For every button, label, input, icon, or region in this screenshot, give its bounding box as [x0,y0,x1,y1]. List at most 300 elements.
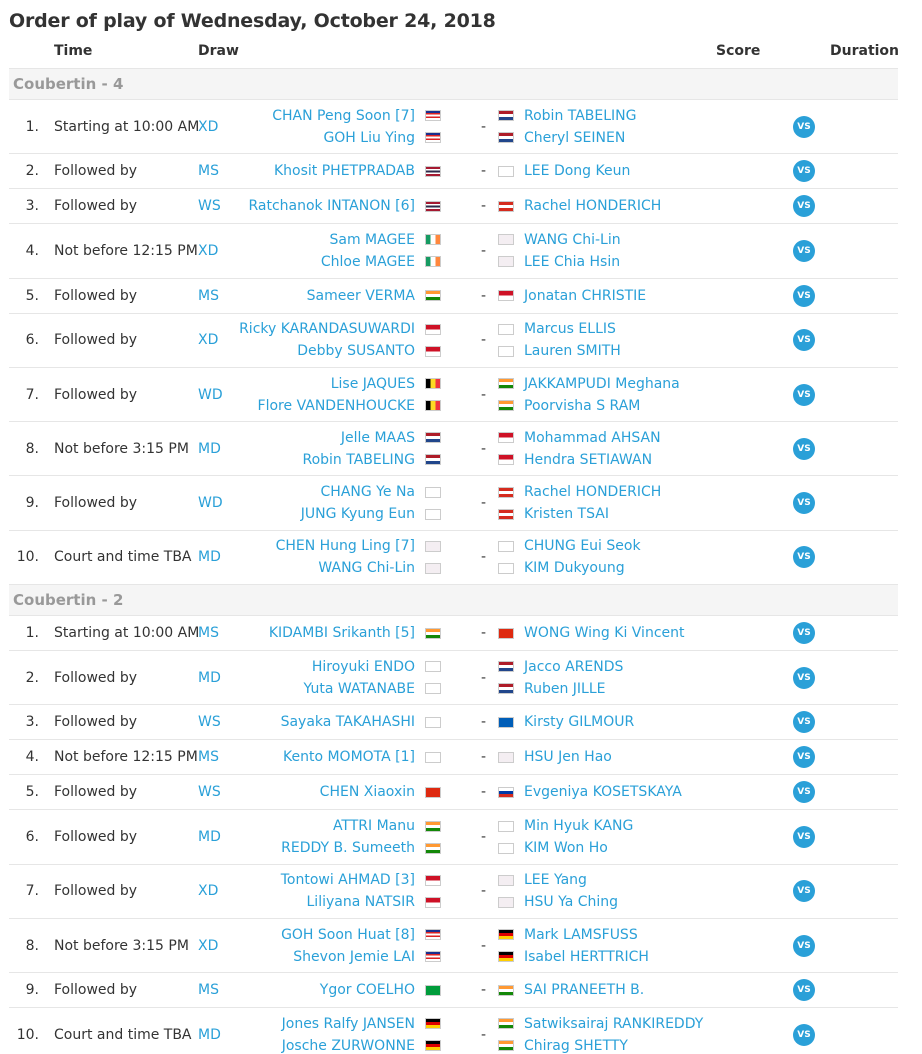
flag-icon [425,1040,441,1051]
match-time: Followed by [54,287,138,304]
flag-icon [425,400,441,411]
player-entry [498,449,661,471]
player-entry [498,1035,703,1054]
versus-dash: - [481,198,487,215]
versus-dash: - [481,386,487,403]
player-entry [320,979,441,1001]
match-number: 6. [25,332,39,349]
team1 [307,285,441,307]
player-entry [498,815,633,837]
match-time: Court and time TBA [54,549,192,566]
draw-link[interactable]: XD [198,118,219,135]
player-entry [498,481,661,503]
versus-dash: - [481,495,487,512]
table-row [9,314,898,368]
player-link[interactable]: Shevon Jemie LAI [293,948,415,965]
flag-icon [425,929,441,940]
flag-icon [425,234,441,245]
match-number: 7. [25,386,39,403]
player-link[interactable]: LEE Dong Keun [524,163,631,180]
flag-icon [425,290,441,301]
header-time: Time [54,43,93,59]
flag-icon [425,166,441,177]
versus-dash: - [481,440,487,457]
table-row [9,651,898,705]
player-entry [301,503,441,525]
player-entry [321,229,441,251]
flag-icon [498,509,514,520]
player-link[interactable]: REDDY B. Sumeeth [281,840,415,857]
player-link[interactable]: Tontowi AHMAD [3] [280,872,415,889]
player-link[interactable]: WONG Wing Ki Vincent [524,625,685,642]
player-entry [281,946,441,968]
player-link[interactable]: Mark LAMSFUSS [524,926,638,943]
flag-icon [498,132,514,143]
player-entry [282,1035,441,1054]
team2 [498,656,623,700]
vs-icon[interactable]: VS [793,492,815,514]
flag-icon [498,454,514,465]
player-link[interactable]: Sam MAGEE [329,231,415,248]
table-row [9,279,898,314]
draw-link[interactable]: WS [198,714,221,731]
vs-icon[interactable]: VS [793,240,815,262]
table-row [9,740,898,775]
flag-icon [498,1018,514,1029]
draw-link[interactable]: MS [198,287,219,304]
player-link[interactable]: Ygor COELHO [319,982,415,999]
flag-icon [425,843,441,854]
draw-link[interactable]: MS [198,163,219,180]
match-time: Not before 12:15 PM [54,242,198,259]
flag-icon [498,951,514,962]
player-link[interactable]: KIM Dukyoung [524,560,625,577]
draw-link[interactable]: MS [198,982,219,999]
match-number: 4. [25,749,39,766]
team2 [498,746,612,768]
player-link[interactable]: Jones Ralfy JANSEN [281,1015,415,1032]
vs-icon[interactable]: VS [793,116,815,138]
draw-link[interactable]: MD [198,669,221,686]
player-link[interactable]: Kristen TSAI [524,506,609,523]
player-entry [272,127,441,149]
player-link[interactable]: Kento MOMOTA [1] [283,749,415,766]
player-link[interactable]: Poorvisha S RAM [524,397,641,414]
match-number: 10. [16,1026,39,1043]
match-time: Followed by [54,784,138,801]
player-entry [498,251,621,273]
flag-icon [498,563,514,574]
player-link[interactable]: Ratchanok INTANON [6] [248,198,415,215]
vs-icon[interactable]: VS [793,711,815,733]
team1 [320,979,441,1001]
flag-icon [498,201,514,212]
versus-dash: - [481,287,487,304]
team1 [272,105,441,149]
match-number: 6. [25,829,39,846]
team1 [239,318,441,362]
player-entry [498,285,646,307]
versus-dash: - [481,549,487,566]
team2 [498,195,661,217]
player-link[interactable]: Robin TABELING [524,107,637,124]
player-link[interactable]: Satwiksairaj RANKIREDDY [524,1015,704,1032]
match-time: Not before 3:15 PM [54,440,189,457]
flag-icon [498,324,514,335]
team2 [498,285,646,307]
player-entry [498,318,621,340]
table-row [9,1008,898,1054]
flag-icon [425,256,441,267]
team2 [498,318,621,362]
header-draw: Draw [198,43,239,59]
versus-dash: - [481,937,487,954]
vs-icon[interactable]: VS [793,384,815,406]
versus-dash: - [481,1026,487,1043]
player-link[interactable]: WANG Chi-Lin [318,560,415,577]
flag-icon [498,843,514,854]
player-entry [498,1013,703,1035]
flag-icon [425,324,441,335]
player-entry [498,105,637,127]
versus-dash: - [481,163,487,180]
draw-link[interactable]: MS [198,749,219,766]
flag-icon [425,897,441,908]
player-link[interactable]: Sameer VERMA [306,287,415,304]
player-link[interactable]: Lise JAQUES [330,375,415,392]
vs-icon[interactable]: VS [793,438,815,460]
player-entry [320,781,441,803]
player-entry [281,837,441,859]
team1 [276,535,441,579]
team2 [498,869,618,913]
draw-link[interactable]: XD [198,883,219,900]
player-link[interactable]: Chloe MAGEE [320,253,415,270]
flag-icon [498,487,514,498]
player-entry [269,622,441,644]
page-title: Order of play of Wednesday, October 24, 2018 [9,10,496,32]
vs-icon[interactable]: VS [793,880,815,902]
vs-icon[interactable]: VS [793,1024,815,1046]
team1 [269,622,441,644]
versus-dash: - [481,749,487,766]
player-entry [281,891,441,913]
flag-icon [425,454,441,465]
team1 [320,781,441,803]
player-link[interactable]: KIDAMBI Srikanth [5] [268,625,415,642]
vs-icon[interactable]: VS [793,667,815,689]
player-link[interactable]: Hendra SETIAWAN [524,451,653,468]
player-link[interactable]: Jonatan CHRISTIE [524,287,647,304]
vs-icon[interactable]: VS [793,160,815,182]
flag-icon [498,256,514,267]
team1 [282,1013,441,1054]
court-header: Coubertin - 2 [9,585,898,616]
player-link[interactable]: Isabel HERTTRICH [524,948,649,965]
table-row [9,422,898,476]
player-link[interactable]: Kirsty GILMOUR [524,714,635,731]
draw-link[interactable]: WS [198,198,221,215]
player-entry [258,373,441,395]
player-link[interactable]: Sayaka TAKAHASHI [280,714,415,731]
player-link[interactable]: Rachel HONDERICH [524,198,662,215]
vs-icon[interactable]: VS [793,195,815,217]
player-link[interactable]: CHEN Xiaoxin [319,784,415,801]
flag-icon [498,166,514,177]
player-entry [307,285,441,307]
match-number: 8. [25,440,39,457]
versus-dash: - [481,625,487,642]
match-time: Followed by [54,714,138,731]
flag-icon [425,132,441,143]
match-time: Followed by [54,982,138,999]
table-row [9,705,898,740]
player-link[interactable]: Khosit PHETPRADAB [273,163,415,180]
match-number: 4. [25,242,39,259]
header-score: Score [716,43,761,59]
match-time: Followed by [54,669,138,686]
player-entry [498,373,680,395]
player-link[interactable]: CHEN Hung Ling [7] [275,538,415,555]
player-entry [498,979,644,1001]
player-entry [498,395,680,417]
draw-link[interactable]: MD [198,1026,221,1043]
player-link[interactable]: SAI PRANEETH B. [524,982,645,999]
match-number: 10. [16,549,39,566]
flag-icon [425,683,441,694]
flag-icon [498,787,514,798]
player-link[interactable]: Jelle MAAS [340,429,415,446]
match-time: Followed by [54,163,138,180]
player-link[interactable]: Rachel HONDERICH [524,484,662,501]
vs-icon[interactable]: VS [793,622,815,644]
player-link[interactable]: CHAN Peng Soon [7] [272,107,415,124]
match-time: Not before 12:15 PM [54,749,198,766]
draw-link[interactable]: MD [198,549,221,566]
player-entry [498,557,641,579]
team1 [248,195,441,217]
flag-icon [425,985,441,996]
flag-icon [425,201,441,212]
team2 [498,481,661,525]
player-entry [321,251,441,273]
player-link[interactable]: LEE Yang [524,872,587,889]
player-link[interactable]: Hiroyuki ENDO [311,658,415,675]
player-entry [498,711,634,733]
match-time: Followed by [54,495,138,512]
vs-icon[interactable]: VS [793,329,815,351]
match-number: 1. [25,625,39,642]
player-entry [498,195,661,217]
match-number: 5. [25,287,39,304]
team1 [301,481,441,525]
draw-link[interactable]: MD [198,829,221,846]
player-link[interactable]: Liliyana NATSIR [306,894,415,911]
match-number: 9. [25,495,39,512]
player-link[interactable]: Ricky KARANDASUWARDI [239,321,415,338]
team2 [498,229,621,273]
table-row [9,775,898,810]
player-link[interactable]: LEE Chia Hsin [524,253,621,270]
draw-link[interactable]: WD [198,495,223,512]
flag-icon [425,875,441,886]
team1 [258,373,441,417]
player-link[interactable]: Josche ZURWONNE [281,1037,415,1054]
flag-icon [498,290,514,301]
player-link[interactable]: Lauren SMITH [524,343,621,360]
player-entry [239,318,441,340]
flag-icon [498,897,514,908]
vs-icon[interactable]: VS [793,546,815,568]
player-entry [272,105,441,127]
player-entry [498,656,623,678]
vs-icon[interactable]: VS [793,781,815,803]
match-number: 3. [25,198,39,215]
player-link[interactable]: CHANG Ye Na [320,484,415,501]
team2 [498,979,644,1001]
flag-icon [425,1018,441,1029]
player-entry [498,622,685,644]
player-link[interactable]: Debby SUSANTO [297,343,415,360]
flag-icon [498,234,514,245]
draw-link[interactable]: MS [198,625,219,642]
flag-icon [425,378,441,389]
draw-link[interactable]: MD [198,440,221,457]
player-entry [283,746,441,768]
header-duration: Duration [830,43,900,59]
player-entry [498,427,661,449]
match-time: Followed by [54,883,138,900]
player-entry [258,395,441,417]
team1 [321,229,441,273]
player-entry [498,160,630,182]
versus-dash: - [481,784,487,801]
player-link[interactable]: Ruben JILLE [524,680,606,697]
player-link[interactable]: Mohammad AHSAN [524,429,661,446]
flag-icon [425,487,441,498]
player-link[interactable]: ATTRI Manu [332,818,415,835]
player-entry [498,781,682,803]
player-entry [281,924,441,946]
player-link[interactable]: Min Hyuk KANG [524,818,634,835]
team2 [498,622,685,644]
vs-icon[interactable]: VS [793,285,815,307]
player-link[interactable]: Chirag SHETTY [524,1037,628,1054]
player-entry [498,746,612,768]
player-entry [498,340,621,362]
match-time: Starting at 10:00 AM [54,118,200,135]
team1 [302,427,441,471]
vs-icon[interactable]: VS [793,979,815,1001]
vs-icon[interactable]: VS [793,826,815,848]
player-entry [239,340,441,362]
player-link[interactable]: HSU Jen Hao [524,749,612,766]
draw-link[interactable]: WD [198,386,223,403]
table-row [9,189,898,224]
player-link[interactable]: Flore VANDENHOUCKE [257,397,415,414]
flag-icon [498,752,514,763]
player-entry [282,1013,441,1035]
player-entry [302,449,441,471]
table-row [9,154,898,189]
player-link[interactable]: Cheryl SEINEN [524,129,626,146]
match-number: 5. [25,784,39,801]
flag-icon [498,110,514,121]
player-link[interactable]: Yuta WATANABE [303,680,415,697]
draw-link[interactable]: WS [198,784,221,801]
player-link[interactable]: Robin TABELING [302,451,415,468]
player-entry [498,869,618,891]
player-link[interactable]: WANG Chi-Lin [524,231,621,248]
flag-icon [498,821,514,832]
player-link[interactable]: GOH Liu Ying [323,129,415,146]
player-entry [498,891,618,913]
team1 [283,746,441,768]
player-link[interactable]: Marcus ELLIS [524,321,616,338]
match-time: Not before 3:15 PM [54,937,189,954]
player-entry [302,427,441,449]
team1 [281,869,441,913]
flag-icon [425,628,441,639]
player-link[interactable]: JAKKAMPUDI Meghana [524,375,680,392]
player-entry [304,656,441,678]
versus-dash: - [481,332,487,349]
table-row [9,476,898,530]
player-link[interactable]: Jacco ARENDS [524,658,624,675]
match-number: 8. [25,937,39,954]
flag-icon [498,985,514,996]
team1 [281,711,441,733]
player-link[interactable]: HSU Ya Ching [524,894,619,911]
player-link[interactable]: Evgeniya KOSETSKAYA [524,784,682,801]
vs-icon[interactable]: VS [793,746,815,768]
team2 [498,535,641,579]
flag-icon [498,929,514,940]
flag-icon [498,683,514,694]
player-link[interactable]: GOH Soon Huat [8] [281,926,415,943]
player-link[interactable]: CHUNG Eui Seok [524,538,641,555]
player-entry [248,195,441,217]
match-time: Court and time TBA [54,1026,192,1043]
versus-dash: - [481,242,487,259]
flag-icon [425,752,441,763]
draw-link[interactable]: XD [198,332,219,349]
match-number: 2. [25,163,39,180]
table-row [9,224,898,278]
team2 [498,924,649,968]
versus-dash: - [481,883,487,900]
match-number: 9. [25,982,39,999]
flag-icon [498,541,514,552]
player-entry [498,678,623,700]
draw-link[interactable]: XD [198,937,219,954]
flag-icon [425,717,441,728]
player-link[interactable]: KIM Won Ho [524,840,608,857]
flag-icon [425,346,441,357]
player-entry [498,924,649,946]
vs-icon[interactable]: VS [793,935,815,957]
player-link[interactable]: JUNG Kyung Eun [300,506,415,523]
table-row [9,919,898,973]
player-entry [498,535,641,557]
player-entry [281,711,441,733]
match-time: Followed by [54,198,138,215]
draw-link[interactable]: XD [198,242,219,259]
table-row [9,973,898,1008]
flag-icon [425,821,441,832]
team1 [281,815,441,859]
versus-dash: - [481,982,487,999]
